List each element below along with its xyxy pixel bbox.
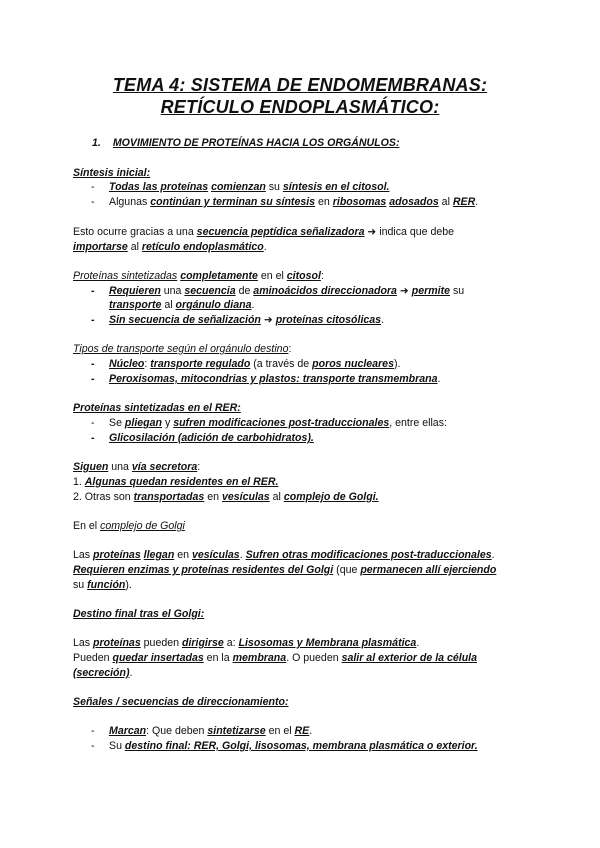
tipos-bullet-2: Peroxisomas, mitocondrias y plastos: transporte transmembrana. — [109, 373, 441, 385]
destino-line-1: Las proteínas pueden dirigirse a: Lisosomas y Membrana plasmática. — [73, 637, 420, 649]
completamente-bullet-2: Sin secuencia de señalización ➜ proteínas citosólicas. — [109, 314, 385, 326]
completamente-bullet-1a: Requieren una secuencia de aminoácidos direccionadora ➜ permite su — [109, 285, 465, 297]
senales-heading: Señales / secuencias de direccionamiento: — [73, 696, 289, 708]
esto-line-1: Esto ocurre gracias a una secuencia peptídica señalizadora ➜ indica que debe — [73, 226, 455, 238]
bullet-dash: - — [91, 314, 95, 326]
tipos-bullet-1: Núcleo: transporte regulado (a través de poros nucleares). — [109, 358, 401, 370]
esto-line-2: importarse al retículo endoplasmático. — [73, 241, 267, 253]
bullet-dash: - — [91, 196, 95, 208]
senales-bullet-1: Marcan: Que deben sintetizarse en el RE. — [109, 725, 313, 737]
sintesis-bullet-1: Todas las proteínas comienzan su síntesis en el citosol. — [109, 181, 390, 193]
llegan-line-2: Requieren enzimas y proteínas residentes del Golgi (que permanecen allí ejerciendo — [73, 564, 497, 576]
bullet-dash: - — [91, 740, 95, 752]
section-title: MOVIMIENTO DE PROTEÍNAS HACIA LOS ORGÁNULOS: — [112, 137, 400, 149]
llegan-line-1: Las proteínas llegan en vesículas. Sufren otras modificaciones post-traduccionales. — [73, 549, 495, 561]
golgi-line: En el complejo de Golgi — [73, 520, 185, 532]
title-line-2: RETÍCULO ENDOPLASMÁTICO: — [160, 97, 440, 117]
senales-bullet-2: Su destino final: RER, Golgi, lisosomas, membrana plasmática o exterior. — [109, 740, 478, 752]
tipos-heading: Tipos de transporte según el orgánulo destino: — [73, 343, 292, 355]
bullet-dash: - — [91, 285, 95, 297]
siguen-item-1: 1. Algunas quedan residentes en el RER. — [73, 476, 279, 488]
rer-bullet-1: Se pliegan y sufren modificaciones post-traduccionales, entre ellas: — [109, 417, 447, 429]
bullet-dash: - — [91, 432, 95, 444]
bullet-dash: - — [91, 373, 95, 385]
title-line-1: TEMA 4: SISTEMA DE ENDOMEMBRANAS: — [112, 75, 488, 95]
bullet-dash: - — [91, 181, 95, 193]
bullet-dash: - — [91, 725, 95, 737]
completamente-bullet-1b: transporte al orgánulo diana. — [109, 299, 255, 311]
sintesis-heading: Síntesis inicial: — [73, 167, 151, 179]
destino-line-2: Pueden quedar insertadas en la membrana. O pueden salir al exterior de la célula — [73, 652, 478, 664]
destino-line-3: (secreción). — [73, 667, 133, 679]
siguen-heading: Siguen una vía secretora: — [73, 461, 201, 473]
rer-bullet-2: Glicosilación (adición de carbohidratos). — [109, 432, 314, 444]
rer-heading: Proteínas sintetizadas en el RER: — [73, 402, 241, 414]
completamente-heading: Proteínas sintetizadas completamente en el citosol: — [73, 270, 324, 282]
siguen-item-2: 2. Otras son transportadas en vesículas al complejo de Golgi. — [73, 491, 379, 503]
section-heading — [92, 137, 399, 149]
destino-heading: Destino final tras el Golgi: — [73, 608, 205, 620]
section-number: 1. — [92, 137, 101, 149]
bullet-dash: - — [91, 417, 95, 429]
bullet-dash: - — [91, 358, 95, 370]
sintesis-bullet-2: Algunas continúan y terminan su síntesis en ribosomas adosados al RER. — [109, 196, 479, 208]
llegan-line-3: su función). — [73, 579, 132, 591]
